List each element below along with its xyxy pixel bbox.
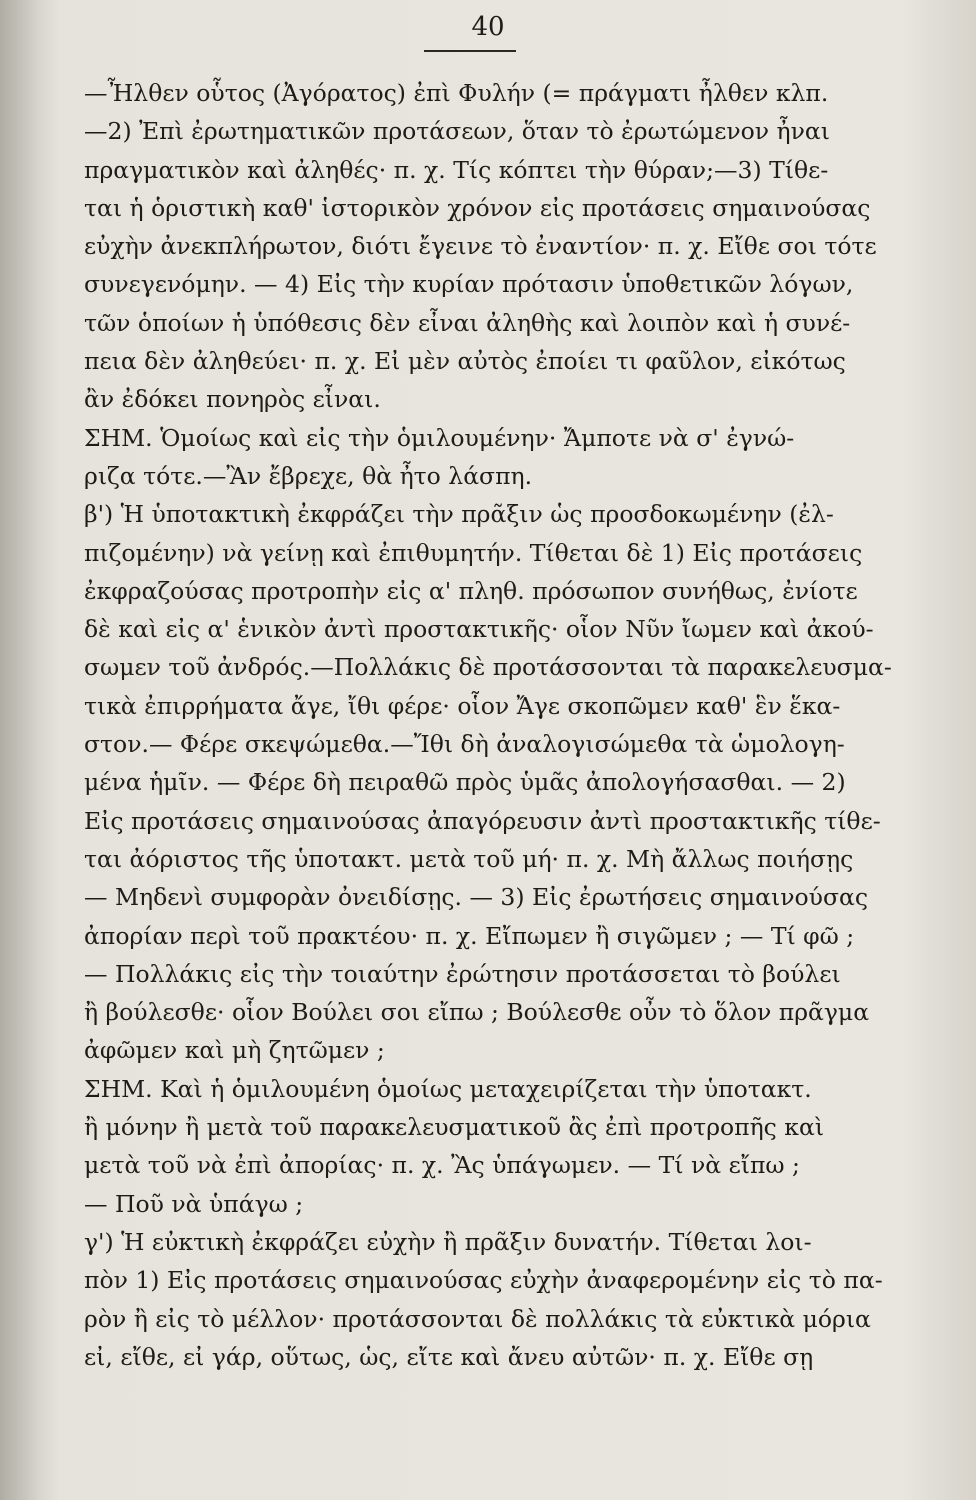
text-line: ἀφῶμεν καὶ μὴ ζητῶμεν ; (84, 1036, 385, 1065)
text-line: Εἰς προτάσεις σημαινούσας ἀπαγόρευσιν ἀντὶ προστακτικῆς τίθε- (84, 806, 881, 835)
paragraph-5 (54, 1223, 883, 1376)
text-line: πεια δὲν ἀληθεύει· π. χ. Εἰ μὲν αὐτὸς ἐποίει τι φαῦλον, εἰκότως (84, 347, 846, 376)
paragraph-3 (54, 495, 892, 1069)
text-line: πὸν 1) Εἰς προτάσεις σημαινούσας εὐχὴν ἀναφερομένην εἰς τὸ πα- (84, 1266, 883, 1295)
text-line: β') Ἡ ὑποτακτικὴ ἐκφράζει τὴν πρᾶξιν ὡς προσδοκωμένην (ἐλ- (84, 500, 834, 529)
text-line: —2) Ἐπὶ ἐρωτηματικῶν προτάσεων, ὅταν τὸ ἐρωτώμενον ἦναι (84, 117, 831, 146)
text-line: γ') Ἡ εὐκτικὴ ἐκφράζει εὐχὴν ἢ πρᾶξιν δυνατήν. Τίθεται λοι- (84, 1227, 812, 1256)
text-line: πραγματικὸν καὶ ἀληθές· π. χ. Τίς κόπτει τὴν θύραν;—3) Τίθε- (84, 155, 829, 184)
text-line: εὐχὴν ἀνεκπλήρωτον, διότι ἔγεινε τὸ ἐναντίον· π. χ. Εἴθε σοι τότε (84, 232, 877, 261)
text-line: ριζα τότε.—Ἂν ἔβρεχε, θὰ ἦτο λάσπη. (84, 461, 533, 490)
paragraph-4 (54, 1070, 864, 1223)
text-line: —Ἦλθεν οὗτος (Ἀγόρατος) ἐπὶ Φυλήν (= πράγματι ἦλθεν κλπ. (84, 79, 829, 107)
text-line: πιζομένην) νὰ γείνῃ καὶ ἐπιθυμητήν. Τίθεται δὲ 1) Εἰς προτάσεις (84, 538, 863, 567)
text-line: — Ποῦ νὰ ὑπάγω ; (84, 1189, 304, 1218)
text-line: — Πολλάκις εἰς τὴν τοιαύτην ἐρώτησιν προτάσσεται τὸ βούλει (84, 959, 841, 988)
text-line: ται ἀόριστος τῆς ὑποτακτ. μετὰ τοῦ μή· π. χ. Μὴ ἄλλως ποιήσῃς (84, 844, 854, 873)
text-line: τῶν ὁποίων ἡ ὑπόθεσις δὲν εἶναι ἀληθὴς καὶ λοιπὸν καὶ ἡ συνέ- (84, 308, 851, 337)
text-line: σωμεν τοῦ ἀνδρός.—Πολλάκις δὲ προτάσσονται τὰ παρακελευσμα- (84, 653, 892, 682)
page-number-rule (424, 50, 516, 52)
text-line: συνεγενόμην. — 4) Εἰς τὴν κυρίαν πρότασιν ὑποθετικῶν λόγων, (84, 270, 854, 299)
text-line: ἀπορίαν περὶ τοῦ πρακτέου· π. χ. Εἴπωμεν ἢ σιγῶμεν ; — Τί φῶ ; (84, 921, 855, 950)
text-line: μετὰ τοῦ νὰ ἐπὶ ἀπορίας· π. χ. Ἂς ὑπάγωμεν. — Τί νὰ εἴπω ; (84, 1151, 800, 1180)
text-line: — Μηδενὶ συμφορὰν ὀνειδίσῃς. — 3) Εἰς ἐρωτήσεις σημαινούσας (84, 883, 869, 912)
text-line: δὲ καὶ εἰς α' ἑνικὸν ἀντὶ προστακτικῆς· οἷον Νῦν ἴωμεν καὶ ἀκού- (84, 615, 874, 644)
text-line: ἐκφραζούσας προτροπὴν εἰς α' πληθ. πρόσωπον συνήθως, ἐνίοτε (84, 576, 858, 605)
paragraph-2 (54, 419, 864, 496)
page-text (54, 74, 892, 1376)
text-line: ἢ βούλεσθε· οἷον Βούλει σοι εἴπω ; Βούλεσθε οὖν τὸ ὅλον πρᾶγμα (84, 998, 870, 1027)
text-line: εἰ, εἴθε, εἰ γάρ, οὕτως, ὡς, εἴτε καὶ ἄνευ αὐτῶν· π. χ. Εἴθε σῃ (84, 1342, 814, 1371)
paragraph-1 (54, 74, 877, 419)
text-line: μένα ἡμῖν. — Φέρε δὴ πειραθῶ πρὸς ὑμᾶς ἀπολογήσασθαι. — 2) (84, 768, 846, 797)
text-line: ἂν ἐδόκει πονηρὸς εἶναι. (84, 385, 381, 414)
text-line: ΣΗΜ. Ὁμοίως καὶ εἰς τὴν ὁμιλουμένην· Ἄμποτε νὰ σ' ἐγνώ- (84, 423, 795, 452)
text-line: ται ἡ ὁριστικὴ καθ' ἱστορικὸν χρόνον εἰς προτάσεις σημαινούσας (84, 193, 871, 222)
text-line: στον.— Φέρε σκεψώμεθα.—Ἴθι δὴ ἀναλογισώμεθα τὰ ὡμολογη- (84, 730, 845, 759)
text-line: τικὰ ἐπιρρήματα ἄγε, ἴθι φέρε· οἷον Ἄγε σκοπῶμεν καθ' ἓν ἕκα- (84, 691, 841, 720)
page-number: 40 (471, 12, 505, 42)
text-line: ΣΗΜ. Καὶ ἡ ὁμιλουμένη ὁμοίως μεταχειρίζεται τὴν ὑποτακτ. (84, 1074, 812, 1103)
text-line: ἢ μόνην ἢ μετὰ τοῦ παρακελευσματικοῦ ἂς ἐπὶ προτροπῆς καὶ (84, 1113, 825, 1142)
text-line: ρὸν ἢ εἰς τὸ μέλλον· προτάσσονται δὲ πολλάκις τὰ εὐκτικὰ μόρια (84, 1304, 871, 1333)
binding-shadow (0, 0, 60, 1500)
